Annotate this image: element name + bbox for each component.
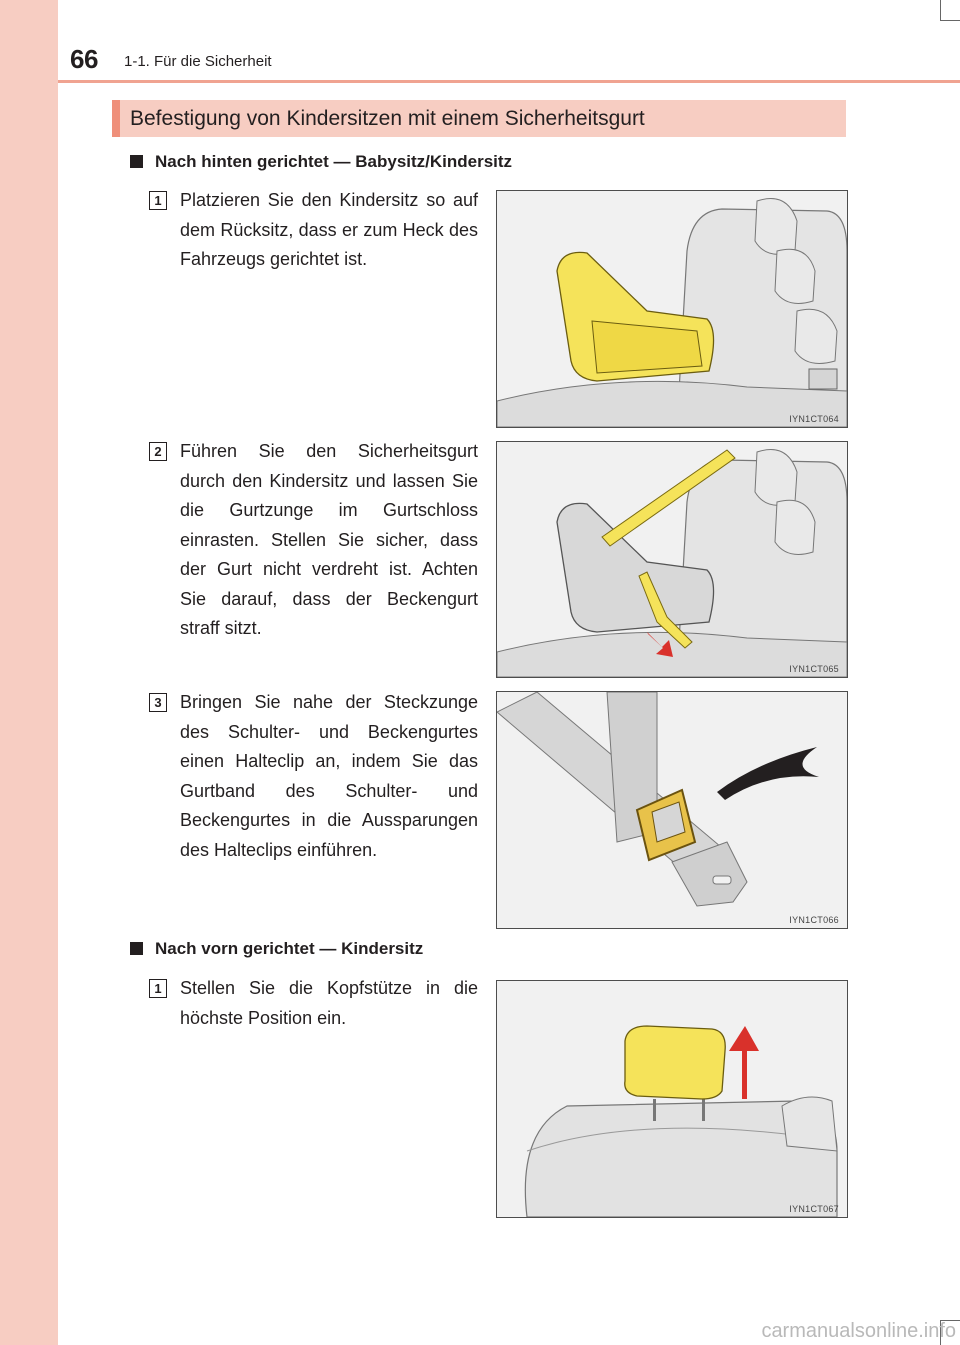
step-number: 1	[149, 979, 167, 998]
step-number: 3	[149, 693, 167, 712]
figure-code: IYN1CT064	[789, 414, 839, 424]
footer-watermark: carmanualsonline.info	[761, 1320, 956, 1342]
step-text: Führen Sie den Sicherheitsgurt durch den Kindersitz und lassen Sie die Gurtzunge im Gurtschloss einrasten. Stellen Sie sicher, dass der Gurt nicht verdreht ist. Achten Sie darauf, dass der Beckengurt straff sitzt.	[180, 441, 478, 638]
running-section-title: 1-1. Für die Sicherheit	[124, 53, 272, 70]
page-number: 66	[70, 44, 98, 74]
headrest-illustration	[497, 981, 847, 1217]
figure-route-belt	[496, 441, 848, 678]
figure-headrest	[496, 980, 848, 1218]
subheading-rear-facing	[130, 152, 512, 172]
square-bullet-icon	[130, 942, 143, 955]
header-divider	[58, 80, 960, 83]
section-heading-bar	[112, 100, 846, 137]
crop-mark	[940, 0, 941, 20]
figure-code: IYN1CT066	[789, 915, 839, 925]
figure-locking-clip	[496, 691, 848, 929]
subheading-rear-facing-text: Nach hinten gerichtet — Babysitz/Kindersitz	[155, 152, 513, 171]
section-heading: Befestigung von Kindersitzen mit einem Sicherheitsgurt	[130, 107, 645, 130]
section-heading-accent	[112, 100, 120, 137]
locking-clip-illustration	[497, 692, 847, 928]
page-sidebar-band	[0, 0, 58, 1345]
figure-code: IYN1CT067	[789, 1204, 839, 1214]
square-bullet-icon	[130, 155, 143, 168]
step-text: Stellen Sie die Kopfstütze in die höchste Position ein.	[180, 978, 478, 1028]
step-text: Bringen Sie nahe der Steckzunge des Schulter- und Beckengurtes einen Halteclip an, indem Sie das Gurtband des Schulter- und Beckengurtes in die Aussparungen des Halteclips einführen.	[180, 692, 478, 860]
rear-seat-child-seat-illustration	[497, 191, 847, 427]
figure-code: IYN1CT065	[789, 664, 839, 674]
belt-routing-illustration	[497, 442, 847, 677]
step-number: 2	[149, 442, 167, 461]
step-number: 1	[149, 191, 167, 210]
crop-mark	[940, 20, 960, 21]
step-text: Platzieren Sie den Kindersitz so auf dem Rücksitz, dass er zum Heck des Fahrzeugs gerichtet ist.	[180, 190, 478, 269]
subheading-forward-facing	[130, 939, 423, 959]
figure-place-child-seat	[496, 190, 848, 428]
subheading-forward-facing-text: Nach vorn gerichtet — Kindersitz	[155, 939, 424, 958]
